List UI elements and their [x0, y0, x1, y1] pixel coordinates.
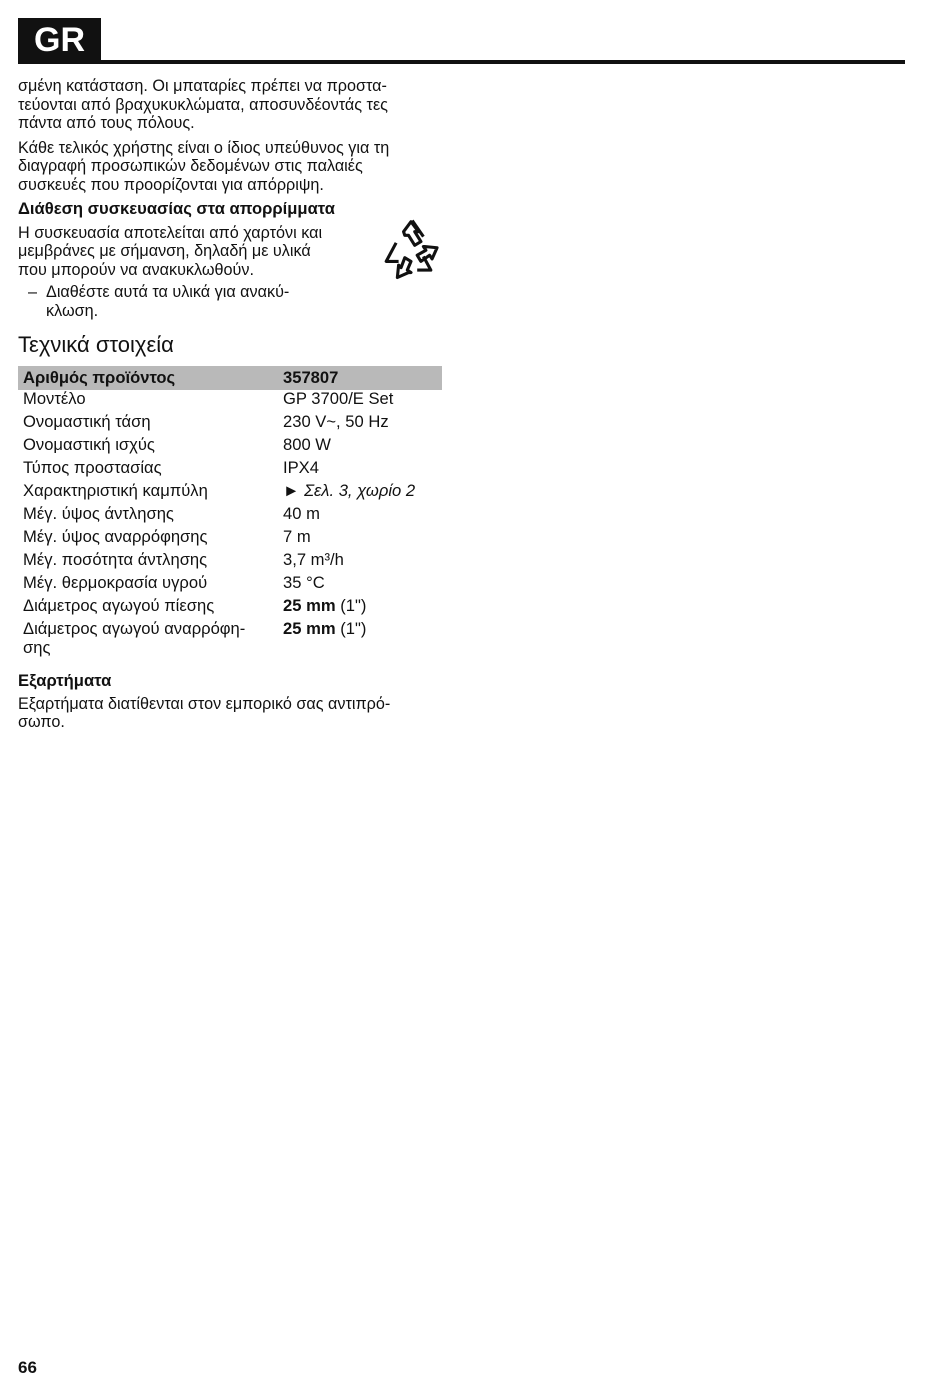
table-row [18, 574, 442, 597]
text-line: πάντα από τους πόλους. [18, 114, 195, 132]
table-row [18, 482, 442, 505]
recycle-instruction [18, 283, 328, 320]
intro-paragraph-2 [18, 139, 442, 195]
text-line: κλωση. [46, 301, 99, 320]
table-cell-label: Μέγ. ύψος αναρρόφησης [23, 527, 208, 546]
table-row [18, 459, 442, 482]
table-cell-value [278, 620, 442, 658]
header-rule [18, 60, 905, 64]
text-line: σμένη κατάσταση. Οι μπαταρίες πρέπει να προστα- [18, 77, 387, 95]
table-cell-label: Διάμετρος αγωγού πίεσης [23, 596, 215, 615]
table-cell-value: 357807 [278, 366, 442, 390]
table-cell-label: Μέγ. ποσότητα άντλησης [23, 550, 208, 569]
bullet-text [46, 283, 289, 320]
tech-specs-title: Τεχνικά στοιχεία [18, 332, 174, 357]
table-row [18, 597, 442, 620]
value-bold: 25 mm [283, 619, 336, 638]
table-row [18, 505, 442, 528]
packaging-block [18, 224, 442, 280]
table-cell-value: 230 V~, 50 Hz [283, 412, 389, 431]
table-cell-value [278, 482, 442, 505]
table-cell-label: Μοντέλο [23, 389, 86, 408]
table-cell-label: Ονομαστική ισχύς [23, 435, 155, 454]
accessories-text [18, 695, 442, 732]
bullet-dash: – [28, 283, 38, 301]
arrow-icon: ► [283, 481, 300, 500]
text-line: τεύονται από βραχυκυκλώματα, αποσυνδέοντάς τες [18, 95, 388, 114]
text-line: που μπορούν να ανακυκλωθούν. [18, 260, 254, 279]
table-cell-value: 800 W [283, 435, 331, 454]
table-row [18, 390, 442, 413]
table-cell-value: IPX4 [283, 458, 319, 477]
table-row [18, 436, 442, 459]
text-line: Διαθέστε αυτά τα υλικά για ανακύ- [46, 283, 290, 301]
table-cell-value: 40 m [283, 504, 320, 523]
table-row [18, 413, 442, 436]
language-tab: GR [18, 18, 101, 62]
accessories-heading: Εξαρτήματα [18, 671, 112, 690]
table-cell-value [278, 597, 442, 620]
table-cell-label: Αριθμός προϊόντος [18, 366, 278, 390]
tech-specs-table [18, 366, 442, 658]
table-cell-value: GP 3700/E Set [283, 389, 394, 408]
page-number: 66 [18, 1358, 37, 1377]
value-rest: (1") [335, 619, 367, 638]
value-rest: (1") [335, 596, 367, 615]
table-cell-label: Χαρακτηριστική καμπύλη [23, 481, 208, 500]
recycle-icon [380, 218, 442, 280]
text-line: σωπο. [18, 713, 65, 731]
packaging-heading: Διάθεση συσκευασίας στα απορρίμματα [18, 199, 335, 218]
text-line: σης [23, 637, 51, 657]
table-header-row [18, 366, 442, 390]
text-line: συσκευές που προορίζονται για απόρριψη. [18, 175, 324, 194]
text-line: Κάθε τελικός χρήστης είναι ο ίδιος υπεύθυνος για τη [18, 138, 390, 157]
text-line: Η συσκευασία αποτελείται από χαρτόνι και [18, 223, 323, 242]
table-cell-label: Ονομαστική τάση [23, 412, 151, 431]
text-line: Εξαρτήματα διατίθενται στον εμπορικό σας αντιπρό- [18, 694, 391, 713]
page-reference: Σελ. 3, χωρίο 2 [304, 481, 416, 500]
table-cell-label [18, 620, 278, 658]
table-row [18, 620, 442, 658]
table-row [18, 528, 442, 551]
packaging-text [18, 224, 373, 280]
table-cell-label: Μέγ. θερμοκρασία υγρού [23, 573, 208, 592]
table-cell-value: 7 m [283, 527, 311, 546]
table-cell-label: Μέγ. ύψος άντλησης [23, 504, 174, 523]
intro-paragraph-1 [18, 77, 442, 133]
content-column [18, 77, 442, 738]
text-line: Διάμετρος αγωγού αναρρόφη- [23, 619, 246, 638]
text-line: διαγραφή προσωπικών δεδομένων στις παλαιές [18, 157, 363, 175]
value-bold: 25 mm [283, 596, 336, 615]
table-cell-value: 35 °C [283, 573, 325, 592]
table-cell-label: Τύπος προστασίας [23, 458, 162, 477]
table-row [18, 551, 442, 574]
text-line: μεμβράνες με σήμανση, δηλαδή με υλικά [18, 242, 311, 260]
table-cell-value: 3,7 m³/h [283, 550, 344, 569]
